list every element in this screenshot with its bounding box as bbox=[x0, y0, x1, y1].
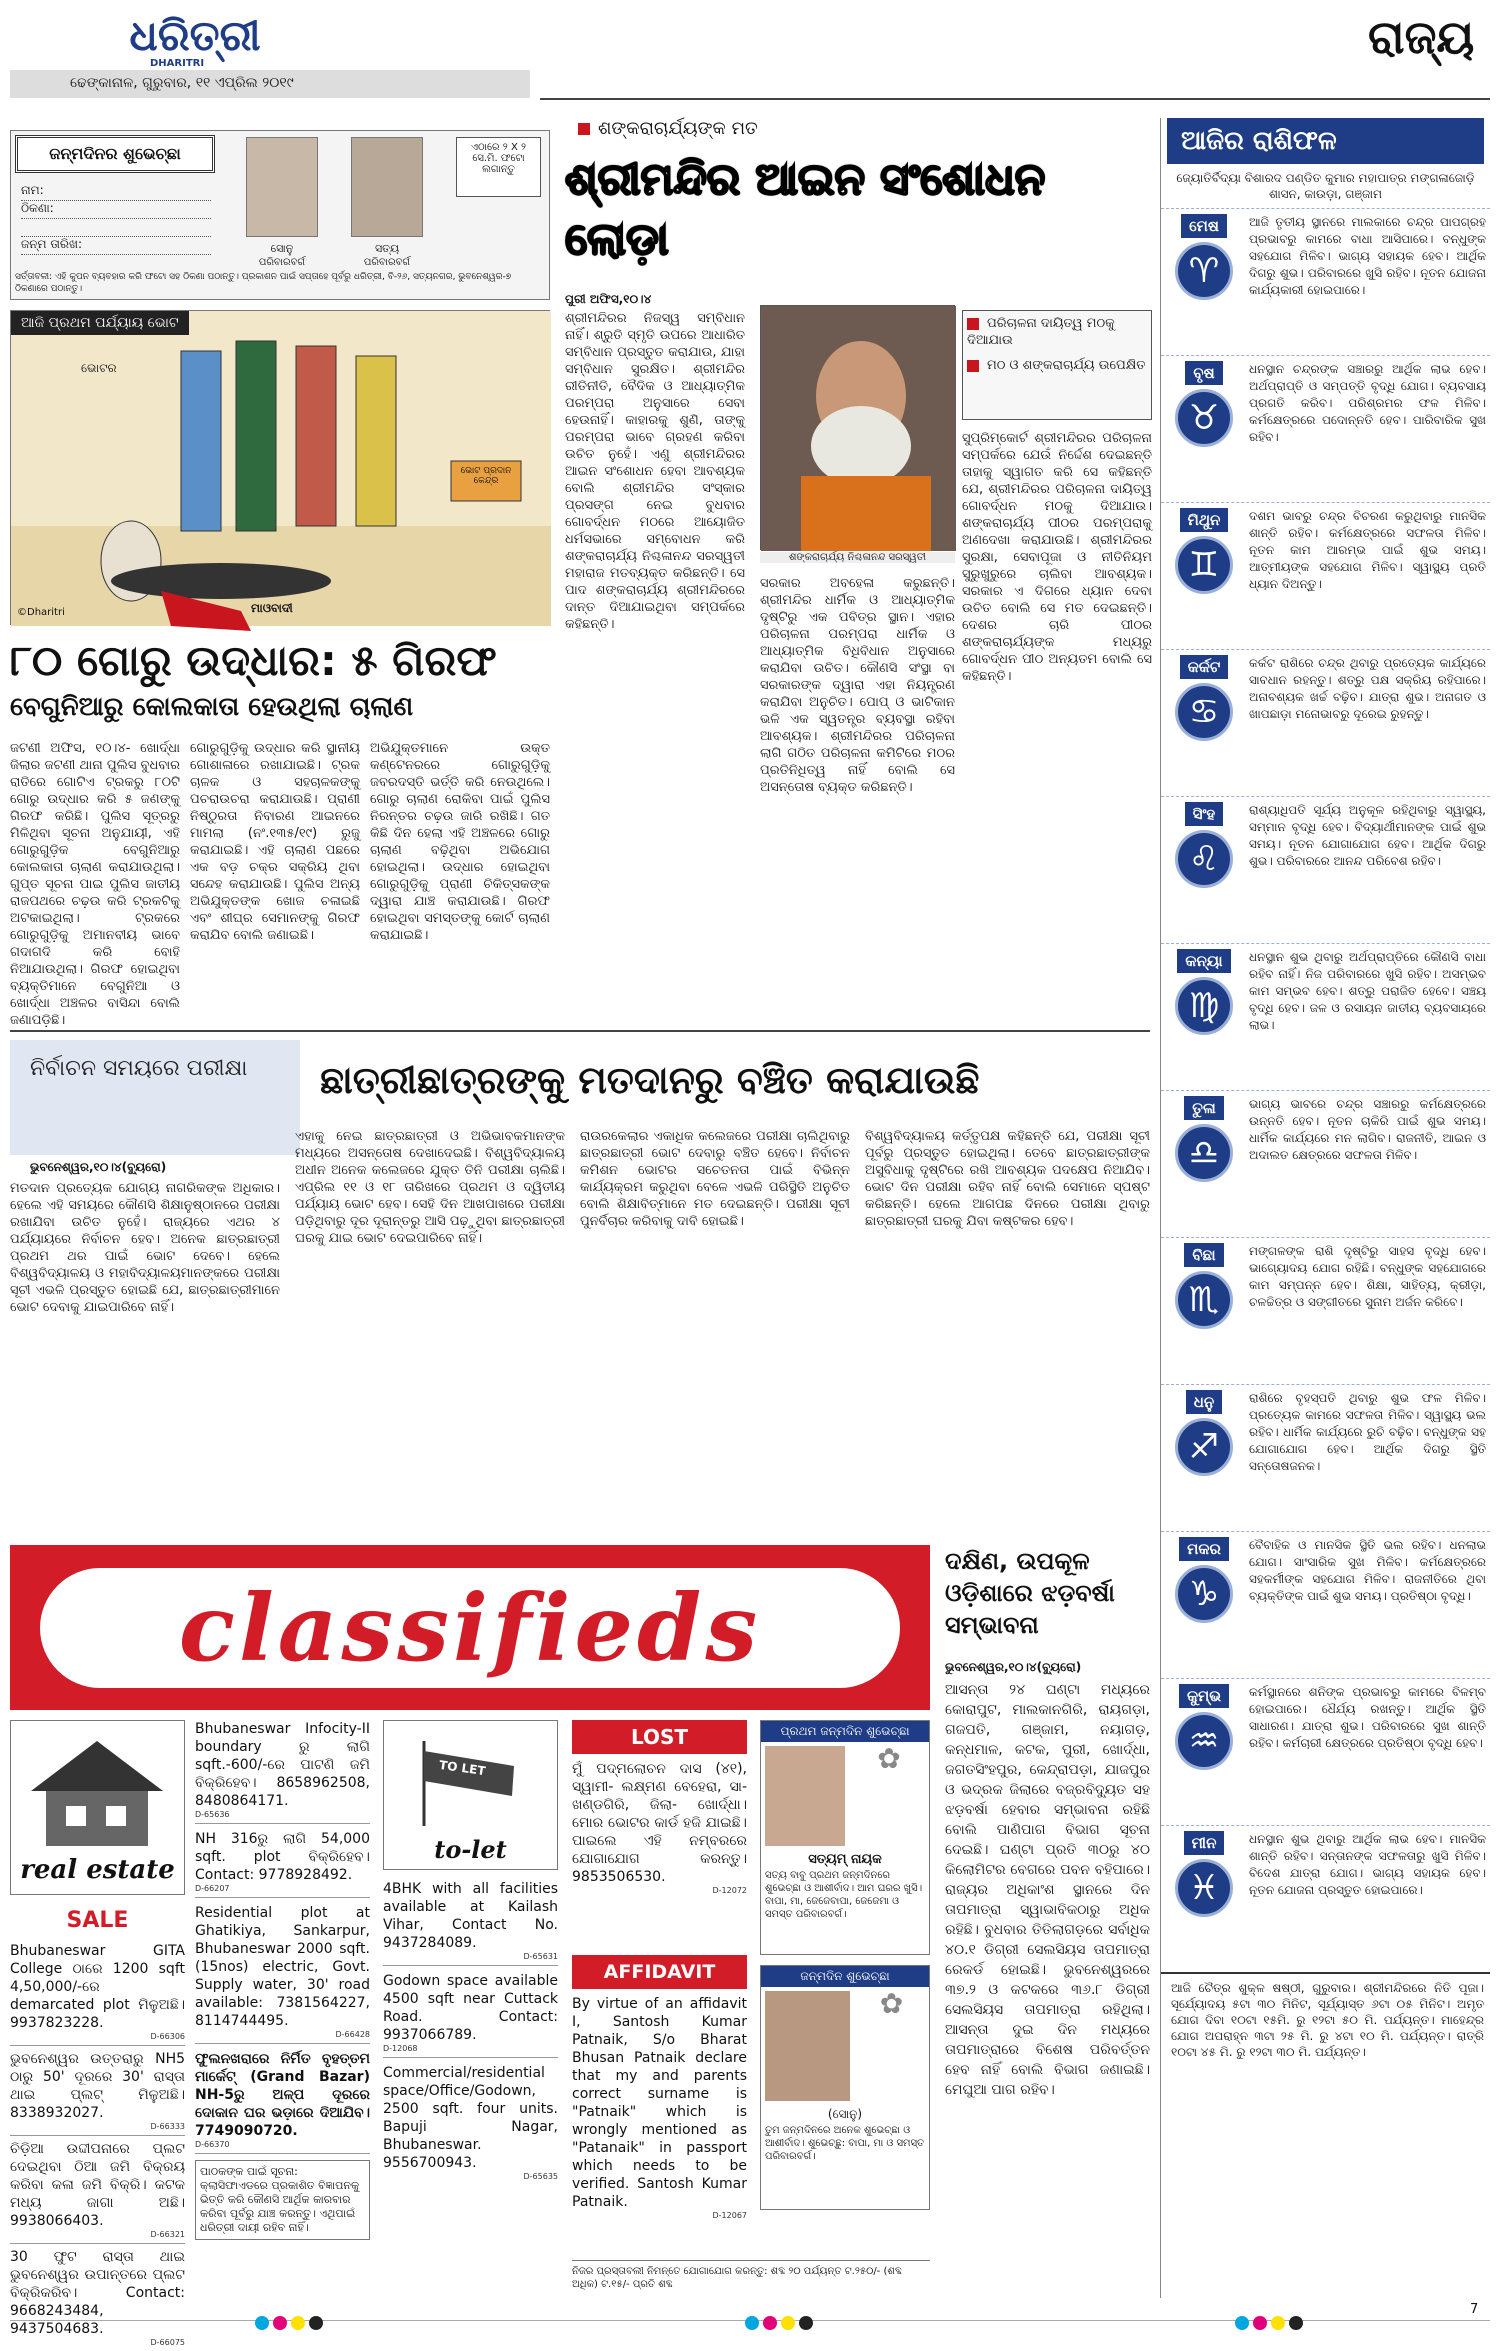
child-photo-2 bbox=[351, 137, 423, 237]
classified-ad[interactable]: ଚିଡ଼ିଆ ଉଦ୍ଦୀପନାରେ ପ୍ଲଟ ଦେଇଥିବା ଠିଆ ଜମି ବିକ୍ରୟ କରିବା କଳା ଜମି ବିକ୍ରି। କଟକ ମଧ୍ୟ ଜାଗା ଅଛି। 9938066403. D-66321 bbox=[10, 2140, 185, 2244]
horoscope-sign bbox=[1161, 1678, 1490, 1825]
classified-ad[interactable]: 4BHK with all facilities available at Kailash Vihar, Contact No. 9437284089. D-65631 bbox=[383, 1880, 558, 1966]
flower-icon: ✿ bbox=[879, 1987, 904, 2020]
birthday-ad-2[interactable] bbox=[760, 1965, 930, 2210]
rain-dateline: ଭୁବନେଶ୍ୱର,୧୦।୪(ବ୍ୟୁରୋ) bbox=[945, 1660, 1082, 1674]
voter-label: ଭୋଟର bbox=[81, 361, 117, 375]
horoscope-sign bbox=[1161, 355, 1490, 502]
sign-name: ବୃଷ bbox=[1185, 361, 1222, 385]
sign-name: ବିଛା bbox=[1184, 1243, 1223, 1267]
horoscope-title: ଆଜିର ରାଶିଫଳ bbox=[1167, 118, 1484, 164]
horoscope-footer: ଆଜି ଚୈତ୍ର ଶୁକ୍ଳ ଷଷ୍ଠୀ, ଗୁରୁବାର। ଶ୍ରୀମନ୍ଦିରରେ ନିତି ପୂଜା। ସୂର୍ଯ୍ୟୋଦୟ ୫ଟା ୩୦ ମିନିଟ, ସୂର୍ଯ୍ୟାସ୍ତ ୬ଟା ୦୫ ମିନିଟ। ଅମୃତ ଯୋଗ ଦିବା ୧୦ଟା ୧୫ମି. ରୁ ୧୨ଟା ୫୦ ମି. ପର୍ଯ୍ୟନ୍ତ। ମାହେନ୍ଦ୍ର ଯୋଗ ଅପରାହ୍ନ ୩ଟା ୨୫ ମି. ରୁ ୪ଟା ୧୦ ମି. ପର୍ଯ୍ୟନ୍ତ। ରାତ୍ରି ୧୦ଟା ୪୫ ମି. ରୁ ୧୨ଟା ୩୦ ମି. ପର୍ଯ୍ୟନ୍ତ। bbox=[1161, 1972, 1490, 2060]
birthday-ad-1-text: ସତ୍ୟ ବାବୁ ପ୍ରଥମ ଜନ୍ମଦିନରେ ଶୁଭେଚ୍ଛା ଓ ଆଶୀର୍ବାଦ। ଆମ ଘରର ଖୁସି। ବାପା, ମା, ଜେଜେବାପା, ଜେଜେମା ଓ ସମସ୍ତ ପରିବାରବର୍ଗ। bbox=[765, 1870, 923, 1920]
horoscope-sign bbox=[1161, 1384, 1490, 1531]
address-field[interactable]: ଠିକଣା: bbox=[21, 201, 211, 219]
name-field[interactable]: ନାମ: bbox=[21, 183, 211, 201]
classified-ad[interactable]: Godown space available 4500 sqft near Cuttack Road. Contact: 9937066789. D-12068 bbox=[383, 1972, 558, 2058]
cattle-column-1: ଜଟଣୀ ଅଫିସ, ୧୦।୪- ଖୋର୍ଦ୍ଧା ଜିଲାର ଜଟଣୀ ଥାନା ପୁଲିସ ବୁଧବାର ରାତିରେ ଗୋଟିଏ ଟ୍ରକରୁ ୮୦ଟି ଗୋରୁ ଉଦ୍ଧାର କରି ୫ ଜଣଙ୍କୁ ଗିରଫ କରିଛି। ପୁଲିସ ସୂତ୍ରରୁ ମିଳିଥିବା ସୂଚନା ଅନୁଯାୟୀ, ଏହି ଗୋରୁଗୁଡ଼ିକ ବେଗୁନିଆରୁ କୋଲକାତା ଚାଲାଣ କରାଯାଉଥିଲା। ଗୁପ୍ତ ସୂଚନା ପାଇ ପୁଲିସ ଜାତୀୟ ରାଜପଥରେ ଚଢ଼ଉ କରି ଟ୍ରକଟିକୁ ଅଟକାଇଥିଲା। ଟ୍ରକରେ ଗୋରୁଗୁଡ଼ିକୁ ଅମାନବୀୟ ଭାବେ ଗଦାଗଦି କରି ବୋହି ନିଆଯାଉଥିଲା। ଗିରଫ ହୋଇଥିବା ବ୍ୟକ୍ତିମାନେ ବେଗୁନିଆ ଓ ଖୋର୍ଦ୍ଧା ଅଞ୍ଚଳର ବାସିନ୍ଦା ବୋଲି ଜଣାପଡ଼ିଛି। bbox=[10, 741, 180, 1028]
sign-text: ରାଶିରେ ବୃହସ୍ପତି ଥିବାରୁ ଶୁଭ ଫଳ ମିଳିବ। ପ୍ରତ୍ୟେକ କାମରେ ସଫଳତା ମିଳିବ। ସ୍ୱାସ୍ଥ୍ୟ ଭଲ ରହିବ। ଧାର୍ମିକ କାର୍ଯ୍ୟରେ ରୁଚି ବଢ଼ିବ। ବନ୍ଧୁଙ୍କ ସହ ଯୋଗାଯୋଗ ହେବ। ଆର୍ଥିକ ଦିଗରୁ ସ୍ଥିତି ସନ୍ତୋଷଜନକ। bbox=[1249, 1391, 1486, 1473]
archer-icon: ♐ bbox=[1175, 1418, 1233, 1476]
horoscope-sign bbox=[1161, 208, 1490, 355]
ads-column-1 bbox=[10, 1942, 185, 2351]
sea-goat-icon: ♑ bbox=[1175, 1565, 1233, 1623]
twins-icon: ♊ bbox=[1175, 536, 1233, 594]
scorpion-icon: ♏ bbox=[1175, 1271, 1233, 1329]
ads-column-3 bbox=[383, 1880, 558, 2315]
horoscope-sign bbox=[1161, 943, 1490, 1090]
sale-label: SALE bbox=[66, 1908, 129, 1933]
logo: ଧରିତ୍ରୀ bbox=[129, 11, 261, 60]
child-family-1: ପରିବାରବର୍ଗ bbox=[258, 257, 306, 268]
classified-ad[interactable]: Bhubaneswar Infocity-II boundary ରୁ ଲାଗି sqft.-600/-ରେ ପାଟଣି ଜମି ବିକ୍ରିହେବ। 8658962508, 8480864171. D-65636 bbox=[195, 1720, 370, 1824]
temple-highlights bbox=[962, 310, 1152, 420]
horoscope-sign bbox=[1161, 1825, 1490, 1972]
crab-icon: ♋ bbox=[1175, 683, 1233, 741]
sign-name: କର୍କଟ bbox=[1180, 655, 1229, 679]
highlight-1: ପରିଚାଳନା ଦାୟିତ୍ୱ ମଠକୁ ଦିଆଯାଉ bbox=[967, 316, 1115, 348]
temple-dateline: ପୁରୀ ଅଫିସ,୧୦।୪ bbox=[565, 292, 652, 306]
photo-placeholder: ଏଠାରେ ୨ X ୨ ସେ.ମି. ଫଟୋ ଲଗାନ୍ତୁ bbox=[456, 137, 541, 197]
to-let-sign-text: TO LET bbox=[438, 1757, 487, 1779]
house-icon bbox=[11, 1721, 184, 1851]
birthday-ad-2-text: ତୁମ ଜନ୍ମଦିନରେ ଅନେକ ଶୁଭେଚ୍ଛା ଓ ଆଶୀର୍ବାଦ। ଶୁଭେଚ୍ଛୁ: ବାପା, ମା ଓ ସମସ୍ତ ପରିବାରବର୍ଗ। bbox=[765, 2125, 925, 2162]
sign-text: ଭାଗ୍ୟ ଭାବରେ ଚନ୍ଦ୍ର ସଞ୍ଚାରରୁ କର୍ମକ୍ଷେତ୍ରରେ ଉନ୍ନତି ହେବ। ନୂତନ ଚାକିରି ପାଇଁ ଶୁଭ ସମୟ। ଧାର୍ମିକ କାର୍ଯ୍ୟରେ ମନ ଲାଗିବ। ରାଜନୀତି, ଆଇନ ଓ ଅଦାଲତ କ୍ଷେତ୍ରରେ ସଫଳତା ମିଳିବ। bbox=[1249, 1097, 1486, 1162]
rates-note: ନିଜର ପ୍ରସ୍ତାବଲୀ ନିମନ୍ତେ ଯୋଗାଯୋଗ କରନ୍ତୁ: ଶବ୍ଦ ୨୦ ପର୍ଯ୍ୟନ୍ତ ଟ.୨୫୦/- (ଶବ୍ଦ ଅଧିକ) ଟ.୧୫/- ପ୍ରତି ଶବ୍ଦ bbox=[572, 2260, 930, 2291]
birthday-coupon bbox=[10, 130, 550, 300]
sign-text: ଦଶମ ଭାବରୁ ଚନ୍ଦ୍ର ବିଚରଣ କରୁଥିବାରୁ ମାନସିକ ଶାନ୍ତି ରହିବ। କର୍ମକ୍ଷେତ୍ରରେ ସଫଳତା ମିଳିବ। ନୂତନ କାମ ଆରମ୍ଭ ପାଇଁ ଶୁଭ ସମୟ। ଆତ୍ମୀୟଙ୍କ ସହଯୋଗ ମିଳିବ। ସ୍ୱାସ୍ଥ୍ୟ ପ୍ରତି ଧ୍ୟାନ ଦିଅନ୍ତୁ। bbox=[1249, 509, 1486, 591]
child-name-2: ସତ୍ୟ bbox=[374, 242, 400, 255]
highlight-2: ମଠ ଓ ଶଙ୍କରାଚାର୍ଯ୍ୟ ଉପେକ୍ଷିତ bbox=[987, 358, 1146, 373]
child-photo bbox=[765, 1746, 845, 1846]
horoscope-sign bbox=[1161, 796, 1490, 943]
dateline: ଢେଙ୍କାନାଳ, ଗୁରୁବାର, ୧୧ ଏପ୍ରିଲ ୨୦୧୯ bbox=[10, 70, 530, 98]
exam-column-3: ରାଉରକେଲାର ଏକାଧିକ କଲେଜରେ ପରୀକ୍ଷା ଚାଲିଥିବାରୁ ଛାତ୍ରଛାତ୍ରୀ ଭୋଟ ଦେବାରୁ ବଞ୍ଚିତ ହେବେ। ନିର୍ବାଚନ କମିଶନ ଭୋଟର ସଚେତନତା ପାଇଁ ବିଭିନ୍ନ କାର୍ଯ୍ୟକ୍ରମ କରୁଥିବା ବେଳେ ଏଭଳି ପରିସ୍ଥିତି ଅନୁଚିତ ବୋଲି ଶିକ୍ଷାବିତ୍‌ମାନେ ମତ ଦେଇଛନ୍ତି। ପରୀକ୍ଷା ସୂଚୀ ପୁନର୍ବିଚାର କରିବାକୁ ଦାବି ହୋଇଛି। bbox=[580, 1129, 850, 1229]
real-estate-label: real estate bbox=[20, 1855, 175, 1885]
sign-name: ମେଷ bbox=[1181, 214, 1227, 238]
cartoon bbox=[10, 310, 550, 625]
sign-text: ଧନସ୍ଥାନ ଚନ୍ଦ୍ରଙ୍କ ସଞ୍ଚାରରୁ ଆର୍ଥିକ ଲାଭ ହେବ। ଅର୍ଥପ୍ରାପ୍ତି ଓ ସମ୍ପତ୍ତି ବୃଦ୍ଧି ଯୋଗ। ବ୍ୟବସାୟ ପ୍ରଗତି କରିବ। ପରିଶ୍ରମର ଫଳ ମିଳିବ। କର୍ମକ୍ଷେତ୍ରରେ ପଦୋନ୍ନତି ହେବ। ପାରିବାରିକ ସୁଖ ରହିବ। bbox=[1249, 362, 1486, 444]
exam-rule bbox=[10, 1030, 1150, 1032]
classified-ad[interactable]: Commercial/residential space/Office/Godown, 2500 sqft. four units. Bapuji Nagar, Bhubaneswar. 9556700943. D-65635 bbox=[383, 2065, 558, 2181]
birthday-ad-1-title: ପ୍ରଥମ ଜନ୍ମଦିନ ଶୁଭେଚ୍ଛା bbox=[761, 1721, 929, 1742]
sign-name: ମୀନ bbox=[1184, 1831, 1225, 1855]
child-family-2: ପରିବାରବର୍ଗ bbox=[363, 257, 411, 268]
horoscope-sign bbox=[1161, 1090, 1490, 1237]
bull-icon: ♉ bbox=[1175, 389, 1233, 447]
shankaracharya-photo bbox=[760, 305, 955, 550]
sign-text: ବୈବାହିକ ଓ ମାନସିକ ସ୍ଥିତି ଭଲ ରହିବ। ଧନଲାଭ ଯୋଗ। ସାଂସାରିକ ସୁଖ ମିଳିବ। କର୍ମକ୍ଷେତ୍ରରେ ସହକର୍ମୀଙ୍କ ସହଯୋଗ ମିଳିବ। ରାଜନୀତିରେ ଥିବା ବ୍ୟକ୍ତିଙ୍କ ପାଇଁ ଶୁଭ ସମୟ। ପ୍ରତିଷ୍ଠା ବୃଦ୍ଧି। bbox=[1249, 1538, 1486, 1603]
registration-marks bbox=[255, 2315, 327, 2334]
lost-heading: LOST bbox=[572, 1720, 747, 1754]
water-bearer-icon: ♒ bbox=[1175, 1712, 1233, 1770]
to-let-logo bbox=[383, 1720, 558, 1870]
exam-kicker: ନିର୍ବାଚନ ସମୟରେ ପରୀକ୍ଷା bbox=[10, 1040, 300, 1155]
portrait-drawing bbox=[761, 306, 956, 551]
registration-marks bbox=[745, 2315, 817, 2334]
ads-column-2 bbox=[195, 1720, 370, 2315]
real-estate-logo bbox=[10, 1720, 185, 1895]
sign-name: ମକର bbox=[1179, 1537, 1229, 1561]
exam-column-2: ଏହାକୁ ନେଇ ଛାତ୍ରଛାତ୍ରୀ ଓ ଅଭିଭାବକମାନଙ୍କ ମଧ୍ୟରେ ଅସନ୍ତୋଷ ଦେଖାଦେଇଛି। ବିଶ୍ୱବିଦ୍ୟାଳୟ ଅଧୀନ ଅନେକ କଲେଜରେ ଯୁକ୍ତ ତିନି ପରୀକ୍ଷା ଚାଲିଛି। ଏପ୍ରିଲ ୧୧ ଓ ୧୮ ତାରିଖରେ ପ୍ରଥମ ଓ ଦ୍ୱିତୀୟ ପର୍ଯ୍ୟାୟ ଭୋଟ ହେବ। ସେହି ଦିନ ଆଖପାଖରେ ପରୀକ୍ଷା ପଡ଼ିଥିବାରୁ ଦୂର ଦୂରାନ୍ତରୁ ଆସି ପଢ଼ୁଥିବା ଛାତ୍ରଛାତ୍ରୀ ଘରକୁ ଯାଇ ଭୋଟ ଦେଇପାରିବେ ନାହିଁ। bbox=[295, 1129, 565, 1246]
birthday-title: ଜନ୍ମଦିନର ଶୁଭେଚ୍ଛା bbox=[15, 135, 215, 173]
rain-headline: ଦକ୍ଷିଣ, ଉପକୂଳ ଓଡ଼ିଶାରେ ଝଡ଼ବର୍ଷା ସମ୍ଭାବନା bbox=[945, 1547, 1115, 1639]
fish-icon: ♓ bbox=[1175, 1859, 1233, 1917]
classifieds-title: classifieds bbox=[40, 1568, 900, 1688]
sign-text: ରାଶ୍ୟାଧିପତି ସୂର୍ଯ୍ୟ ଅନୁକୂଳ ରହିଥିବାରୁ ସ୍ୱାସ୍ଥ୍ୟ, ସମ୍ମାନ ବୃଦ୍ଧି ହେବ। ବିଦ୍ୟାର୍ଥୀମାନଙ୍କ ପାଇଁ ଶୁଭ ସମୟ। ନୂତନ ଯୋଗାଯୋଗ ହେବ। ଆର୍ଥିକ ଦିଗରୁ ଶୁଭ। ପରିବାରରେ ଆନନ୍ଦ ପରିବେଶ ରହିବ। bbox=[1249, 803, 1486, 868]
classified-ad[interactable]: NH 316ରୁ ଲାଗି 54,000 sqft. plot ବିକ୍ରିହେବ। Contact: 9778928492. D-66207 bbox=[195, 1830, 370, 1898]
sign-name: କନ୍ୟା bbox=[1177, 949, 1230, 973]
sign-text: ଧନସ୍ଥାନ ଶୁଭ ଥିବାରୁ ଅର୍ଥପ୍ରାପ୍ତିରେ କୌଣସି ବାଧା ରହିବ ନାହିଁ। ନିଜ ପରିବାରରେ ଖୁସି ରହିବ। ଅସମ୍ଭବ କାମ ସମ୍ଭବ ହେବ। ଶତ୍ରୁ ପରାଜିତ ହେବେ। ସଞ୍ଚୟ ବୃଦ୍ଧି ହେବ। ଜଳ ଓ ରସାୟନ ଜାତୀୟ ବ୍ୟବସାୟରେ ଲାଭ। bbox=[1249, 950, 1486, 1032]
classified-ad[interactable]: ଫୁଲନଖରାରେ ନିର୍ମିତ ବୃହତ୍ତମ ମାର୍କେଟ୍ (Grand Bazar) NH-5ରୁ ଅଳ୍ପ ଦୂରରେ ଦୋକାନ ଘର ଭଡ଼ାରେ ଦିଆଯିବ। 7749090720. D-66370 bbox=[195, 2050, 370, 2154]
cattle-headline: ୮୦ ଗୋରୁ ଉଦ୍ଧାର: ୫ ଗିରଫ bbox=[10, 636, 497, 685]
bullet-icon bbox=[967, 318, 979, 330]
classified-ad[interactable]: Bhubaneswar GITA College ଠାରେ 1200 sqft 4,50,000/-ରେ demarcated plot ମିଳୁଅଛି। 9937823228. D-66306 bbox=[10, 1942, 185, 2046]
sign-text: ଆଜି ତୃତୀୟ ସ୍ଥାନରେ ମାଲକାରେ ଚନ୍ଦ୍ର ପାପଗ୍ରହ ପ୍ରଭାବରୁ କାମରେ ବାଧା ଆସିପାରେ। ବନ୍ଧୁଙ୍କ ସହଯୋଗ ମିଳିବ। ଭାଗ୍ୟ ସହାୟକ ହେବ। ଆର୍ଥିକ ଦିଗରୁ ଶୁଭ। ପରିବାରରେ ଖୁସି ରହିବ। ନୂତନ ଯୋଜନା କାର୍ଯ୍ୟକାରୀ ହୋଇପାରେ। bbox=[1249, 215, 1486, 297]
horoscope-sign bbox=[1161, 502, 1490, 649]
cartoon-credit: ©Dharitri bbox=[17, 607, 65, 618]
birthdate-field[interactable]: ଜନ୍ମ ତାରିଖ: bbox=[21, 237, 211, 255]
affidavit-ad[interactable]: By virtue of an affidavit I, Santosh Kumar Patnaik, S/o Bharat Bhusan Patnaik declare that my and parents correct surname is "Patnaik" which is wrongly mentioned as "Patanaik" in passport which needs to be verified. Santosh Kumar Patnaik. D-12067 bbox=[572, 1996, 747, 2220]
birthday-ad-2-name: (ସୋନୁ) bbox=[827, 2107, 863, 2121]
horoscope-sign bbox=[1161, 1237, 1490, 1384]
bullet-icon bbox=[578, 123, 590, 135]
temple-column-3: ସୁପ୍ରିମ୍‌କୋର୍ଟ ଶ୍ରୀମନ୍ଦିରର ପରିଚାଳନା ସମ୍ପର୍କରେ ଯେଉଁ ନିର୍ଦ୍ଦେଶ ଦେଇଛନ୍ତି ତାହାକୁ ସ୍ୱାଗତ କରି ସେ କହିଛନ୍ତି ଯେ, ଶ୍ରୀମନ୍ଦିରର ପରିଚାଳନା ଦାୟିତ୍ୱ ଗୋବର୍ଦ୍ଧନ ମଠକୁ ଦିଆଯାଉ। ଶଙ୍କରାଚାର୍ଯ୍ୟ ପୀଠର ପରମ୍ପରାକୁ ଅଣଦେଖା କରାଯାଉଛି। ଶ୍ରୀମନ୍ଦିରର ସୁରକ୍ଷା, ସେବାପୂଜା ଓ ନୀତିନିୟମ ସୁରୁଖୁରୁରେ ଚାଲିବା ଆବଶ୍ୟକ। ସରକାର ଏ ଦିଗରେ ଧ୍ୟାନ ଦେବା ଉଚିତ ବୋଲି ସେ ମତ ଦେଇଛନ୍ତି। ଦେଶର ଚାରି ପୀଠର ଶଙ୍କରାଚାର୍ଯ୍ୟଙ୍କ ମଧ୍ୟରୁ ଗୋବର୍ଦ୍ଧନ ପୀଠ ଅନ୍ୟତମ ବୋଲି ସେ କହିଛନ୍ତି। bbox=[962, 431, 1152, 684]
horoscope-sign bbox=[1161, 1531, 1490, 1678]
classified-ad[interactable]: 30 ଫୁଟ ରାସ୍ତା ଥାଇ ଭୁବନେଶ୍ୱର ଉପାନ୍ତରେ ପ୍ଲଟ ବିକ୍ରିକରିବ। Contact: 9668243484, 9437504683. D-66075 bbox=[10, 2249, 185, 2347]
cartoon-title: ଆଜି ପ୍ରଥମ ପର୍ଯ୍ୟାୟ ଭୋଟ bbox=[11, 311, 189, 335]
sign-name: ମିଥୁନ bbox=[1180, 508, 1229, 532]
temple-column-1: ଶ୍ରୀମନ୍ଦିରର ନିଜସ୍ୱ ସମ୍ବିଧାନ ନାହିଁ। ଶ୍ରୁତି ସ୍ମୃତି ଉପରେ ଆଧାରିତ ସମ୍ବିଧାନ ପ୍ରସ୍ତୁତ କରାଯାଉ, ଯାହା ସମ୍ବିଧାନ ସୁରକ୍ଷିତ। ଶ୍ରୀମନ୍ଦିର ରୀତିନୀତି, ବୈଦିକ ଓ ଆଧ୍ୟାତ୍ମିକ ପରମ୍ପରା ଅନୁସାରେ ସେବା ହେଉନାହିଁ। କାହାରକୁ ଶୁଣି, ତାଙ୍କୁ ପରମ୍ପରା ଭାବେ ଗ୍ରହଣ କରିବା ଉଚିତ ନୁହେଁ। ଏଣୁ ଶ୍ରୀମନ୍ଦିରର ଆଇନ ସଂଶୋଧନ ହେବା ଆବଶ୍ୟକ ବୋଲି ଶ୍ରୀମନ୍ଦିର ସଂସ୍କାର ପ୍ରସଙ୍ଗ ନେଇ ବୁଧବାର ଗୋବର୍ଦ୍ଧନ ମଠରେ ଆୟୋଜିତ ଧର୍ମସଭାରେ ସମ୍ବୋଧନ କରି ଶଙ୍କରାଚାର୍ଯ୍ୟ ନିଶ୍ଚଳାନନ୍ଦ ସରସ୍ୱତୀ ମହାରାଜ ମତବ୍ୟକ୍ତ କରିଛନ୍ତି। ସେ ପାଦ ଶଙ୍କରାଚାର୍ଯ୍ୟ ଶ୍ରୀମନ୍ଦିରରେ ଦାନ୍ତ ଦିଆଯାଇଥିବା ସମ୍ପର୍କରେ କହିଛନ୍ତି। bbox=[565, 311, 745, 632]
exam-column-4: ବିଶ୍ୱବିଦ୍ୟାଳୟ କର୍ତ୍ତୃପକ୍ଷ କହିଛନ୍ତି ଯେ, ପରୀକ୍ଷା ସୂଚୀ ପୂର୍ବରୁ ପ୍ରସ୍ତୁତ ହୋଇଥିଲା। ତେବେ ଛାତ୍ରଛାତ୍ରୀଙ୍କ ଅସୁବିଧାକୁ ଦୃଷ୍ଟିରେ ରଖି ଆବଶ୍ୟକ ପଦକ୍ଷେପ ନିଆଯିବ। ଭୋଟ ଦିନ ପରୀକ୍ଷା ରହିବ ନାହିଁ ବୋଲି ସେମାନେ ସ୍ପଷ୍ଟ କରିଛନ୍ତି। ହେଲେ ଆଗପଛ ଦିନରେ ପରୀକ୍ଷା ଥିବାରୁ ଛାତ୍ରଛାତ୍ରୀ ଘରକୁ ଯିବା କଷ୍ଟକର ହେବ। bbox=[865, 1129, 1150, 1229]
coupon-terms: ସର୍ତ୍ତାବଳୀ: ଏହି କୁପନ ବ୍ୟବହାର କରି ଫଟୋ ସହ ଠିକଣା ପଠାନ୍ତୁ। ପ୍ରକାଶନ ପାଇଁ ସପ୍ତାହେ ପୂର୍ବରୁ ଧରିତ୍ରୀ, ବି-୨୬, ସତ୍ୟନଗର, ଭୁବନେଶ୍ୱର-୭ ଠିକଣାରେ ପଠାନ୍ତୁ। bbox=[15, 272, 512, 294]
sign-name: ଧନୁ bbox=[1186, 1390, 1223, 1414]
ram-icon: ♈ bbox=[1175, 242, 1233, 300]
birthday-ad-1-name: ସତ୍ୟମ୍ ନାୟକ bbox=[808, 1852, 882, 1867]
to-let-label: to-let bbox=[434, 1835, 507, 1864]
masthead bbox=[0, 0, 1500, 105]
horoscope-sign bbox=[1161, 649, 1490, 796]
sign-text: କର୍କଟ ରାଶିରେ ଚନ୍ଦ୍ର ଥିବାରୁ ପ୍ରତ୍ୟେକ କାର୍ଯ୍ୟରେ ସାବଧାନ ରହନ୍ତୁ। ଶତ୍ରୁ ପକ୍ଷ ସକ୍ରିୟ ରହିପାରେ। ଅନାବଶ୍ୟକ ଖର୍ଚ୍ଚ ବଢ଼ିବ। ଯାତ୍ରା ଶୁଭ। ଅନାଗତ ଓ ଖାପଛାଡ଼ା ମନୋଭାବରୁ ଦୂରେଇ ରୁହନ୍ତୁ। bbox=[1249, 656, 1486, 721]
cattle-column-2: ଗୋରୁଗୁଡ଼ିକୁ ଉଦ୍ଧାର କରି ସ୍ଥାନୀୟ ଗୋଶାଳାରେ ରଖାଯାଇଛି। ଟ୍ରକ ଚାଳକ ଓ ସହଚାଳକଙ୍କୁ ପଚରାଉଚରା କରାଯାଉଛି। ପ୍ରାଣୀ ନିଷ୍ଠୁରତା ନିବାରଣ ଆଇନରେ ମାମଲା (ନଂ.୧୩୫/୧୯) ରୁଜୁ କରାଯାଇଛି। ଏହି ଚାଲାଣ ପଛରେ ଏକ ବଡ଼ ଚକ୍ର ସକ୍ରିୟ ଥିବା ସନ୍ଦେହ କରାଯାଉଛି। ପୁଲିସ ଅନ୍ୟ ଅଭିଯୁକ୍ତଙ୍କ ଖୋଜ ଚଳାଇଛି ଏବଂ ଶୀଘ୍ର ସେମାନଙ୍କୁ ଗିରଫ କରାଯିବ ବୋଲି ଜଣାଇଛି। bbox=[190, 741, 360, 943]
temple-headline: ଶ୍ରୀମନ୍ଦିର ଆଇନ ସଂଶୋଧନ ଲୋଡ଼ା bbox=[565, 154, 1046, 265]
temple-column-2: ସରକାର ଅବହେଳା କରୁଛନ୍ତି। ଶ୍ରୀମନ୍ଦିର ଧାର୍ମିକ ଓ ଆଧ୍ୟାତ୍ମିକ ଦୃଷ୍ଟିରୁ ଏକ ପବିତ୍ର ସ୍ଥାନ। ଏହାର ପରିଚାଳନା ପରମ୍ପରା ଧାର୍ମିକ ଓ ଆଧ୍ୟାତ୍ମିକ ବିଧିବିଧାନ ଅନୁସାରେ କରାଯିବା ଉଚିତ। କୌଣସି ସଂସ୍ଥା ବା ସରକାରଙ୍କ ଦ୍ୱାରା ଏହା ନିୟନ୍ତ୍ରଣ କରାଯିବା ଅନୁଚିତ। ପୋପ୍ ଓ ଭାଟିକାନ ଭଳି ଏକ ସ୍ୱତନ୍ତ୍ର ବ୍ୟବସ୍ଥା ରହିବା ଆବଶ୍ୟକ। ଶ୍ରୀମନ୍ଦିରର ପରିଚାଳନା ଲାଗି ଗଠିତ ପରିଚାଳନା କମିଟିରେ ମଠର ପ୍ରତିନିଧିତ୍ୱ ନାହିଁ ବୋଲି ସେ ଅସନ୍ତୋଷ ବ୍ୟକ୍ତ କରିଛନ୍ତି। bbox=[760, 576, 955, 795]
sign-text: କର୍ମସ୍ଥାନରେ ଶନିଙ୍କ ପ୍ରଭାବରୁ କାମରେ ବିଳମ୍ବ ହୋଇପାରେ। ଧୈର୍ଯ୍ୟ ରଖନ୍ତୁ। ଆର୍ଥିକ ସ୍ଥିତି ସାଧାରଣ। ଯାତ୍ରା ଶୁଭ। ପରିବାରରେ ସୁଖ ଶାନ୍ତି ରହିବ। କର୍ମଚାରୀ କ୍ଷେତ୍ରରେ ପ୍ରତିଷ୍ଠା ବୃଦ୍ଧି ହେବ। bbox=[1249, 1685, 1486, 1750]
maiden-icon: ♍ bbox=[1175, 977, 1233, 1035]
bullet-icon bbox=[967, 360, 979, 372]
reader-notice: ପାଠକଙ୍କ ପାଇଁ ସୂଚନା: କ୍ଲାସିଫାଏଡରେ ପ୍ରକାଶିତ ବିଜ୍ଞାପନକୁ ଭିତ୍ତି କରି କୌଣସି ଆର୍ଥିକ କାରବାର କରିବା ପୂର୍ବରୁ ଯାଞ୍ଚ କରନ୍ତୁ। ଏଥିପାଇଁ ଧରିତ୍ରୀ ଦାୟୀ ରହିବ ନାହିଁ। bbox=[195, 2160, 370, 2240]
exam-headline: ଛାତ୍ରୀଛାତ୍ରଙ୍କୁ ମତଦାନରୁ ବଞ୍ଚିତ କରାଯାଉଛି bbox=[320, 1058, 980, 1102]
child-photo-1 bbox=[246, 137, 318, 237]
logo-subtitle: DHARITRI bbox=[150, 58, 205, 69]
sign-name: ତୁଳା bbox=[1184, 1096, 1223, 1120]
child-name-1: ସୋନୁ bbox=[270, 242, 294, 255]
booth-sign: ଭୋଟ ପ୍ରଦାନ କେନ୍ଦ୍ର bbox=[460, 466, 512, 486]
sign-text: ଧନସ୍ଥାନ ଶୁଭ ଥିବାରୁ ଆର୍ଥିକ ଲାଭ ହେବ। ମାନସିକ ଶାନ୍ତି ରହିବ। ସନ୍ତାନଙ୍କ ସଫଳତାରୁ ଖୁସି ମିଳିବ। ବିଦେଶ ଯାତ୍ରା ଯୋଗ। ଭାଗ୍ୟ ସହାୟକ ହେବ। ନୂତନ ଯୋଜନା ପ୍ରସ୍ତୁତ ହୋଇପାରେ। bbox=[1249, 1832, 1486, 1897]
classified-ad[interactable]: ଭୁବନେଶ୍ୱର ଉତ୍ତରାରୁ NH5 ଠାରୁ 50' ଦୂରରେ 30' ରାସ୍ତା ଥାଇ ପ୍ଲଟ୍ ମିଳୁଅଛି। 8338932027. D-66333 bbox=[10, 2050, 185, 2136]
horoscope-list bbox=[1161, 208, 1490, 1972]
sign-name: କୁମ୍ଭ bbox=[1179, 1684, 1229, 1708]
temple-kicker: ଶଙ୍କରାଚାର୍ଯ୍ୟଙ୍କ ମତ bbox=[578, 118, 758, 139]
registration-marks bbox=[1235, 2315, 1307, 2334]
birthday-ad-1[interactable] bbox=[760, 1720, 930, 1955]
maoist-label: ମାଓବାଦୀ bbox=[251, 601, 293, 615]
horoscope-panel bbox=[1160, 118, 1490, 2298]
affidavit-heading: AFFIDAVIT bbox=[572, 1955, 747, 1989]
lost-ad[interactable]: ମୁଁ ପଦ୍ମଲୋଚନ ଦାସ (୪୧), ସ୍ୱାମୀ- ଲକ୍ଷ୍ମଣ ବେହେରା, ସା- ଖଣ୍ଡଗିରି, ଜିଲା- ଖୋର୍ଦ୍ଧା। ମୋର ଭୋଟର କାର୍ଡ ହଜି ଯାଇଛି। ପାଇଲେ ଏହି ନମ୍ବରରେ ଯୋଗାଯୋଗ କରନ୍ତୁ। 9853506530. D-12072 bbox=[572, 1761, 747, 1895]
child-photo bbox=[765, 1991, 850, 2101]
photo-caption: ଶଙ୍କରାଚାର୍ଯ୍ୟ ନିଶ୍ଚଳାନନ୍ଦ ସରସ୍ୱତୀ bbox=[760, 552, 955, 563]
exam-dateline: ଭୁବନେଶ୍ୱର,୧୦।୪(ବ୍ୟୁରୋ) bbox=[30, 1160, 167, 1174]
birthday-fields bbox=[21, 183, 211, 255]
classifieds-banner bbox=[10, 1545, 930, 1710]
section-title: ରାଜ୍ୟ bbox=[1368, 10, 1475, 64]
lion-icon: ♌ bbox=[1175, 830, 1233, 888]
cattle-subhead: ବେଗୁନିଆରୁ କୋଲକାତା ହେଉଥିଲା ଚାଲାଣ bbox=[10, 692, 414, 722]
classified-ad[interactable]: Residential plot at Ghatikiya, Sankarpur, Bhubaneswar 2000 sqft. (15nos) electric, Govt. Supply water, 30' road available: 7381564227, 8114744495. D-66428 bbox=[195, 1904, 370, 2044]
cattle-column-3: ଅଭିଯୁକ୍ତମାନେ ଉକ୍ତ କଣ୍ଟେନରରେ ଗୋରୁଗୁଡ଼ିକୁ ଜବରଦସ୍ତି ଭର୍ତ୍ତି କରି ନେଉଥିଲେ। ଗୋରୁ ଚାଲାଣ ରୋକିବା ପାଇଁ ପୁଲିସ ନିରନ୍ତର ଚଢ଼ଉ ଜାରି ରଖିଛି। ଗତ କିଛି ଦିନ ହେଲା ଏହି ଅଞ୍ଚଳରେ ଗୋରୁ ଚାଲାଣ ବଢ଼ିଥିବା ଅଭିଯୋଗ ହୋଇଥିଲା। ଉଦ୍ଧାର ହୋଇଥିବା ଗୋରୁଗୁଡ଼ିକୁ ପ୍ରାଣୀ ଚିକିତ୍ସକଙ୍କ ଦ୍ୱାରା ଯାଞ୍ଚ କରାଯାଉଛି। ଗିରଫ ହୋଇଥିବା ସମସ୍ତଙ୍କୁ କୋର୍ଟ ଚାଲାଣ କରାଯାଇଛି। bbox=[370, 741, 550, 943]
page-number: 7 bbox=[1470, 2302, 1479, 2317]
exam-column-1: ମତଦାନ ପ୍ରତ୍ୟେକ ଯୋଗ୍ୟ ନାଗରିକଙ୍କ ଅଧିକାର। ହେଲେ ଏହି ସମୟରେ କୌଣସି ଶିକ୍ଷାନୁଷ୍ଠାନରେ ପରୀକ୍ଷା ରଖାଯିବା ଉଚିତ ନୁହେଁ। ରାଜ୍ୟରେ ଏଥର ୪ ପର୍ଯ୍ୟାୟରେ ନିର୍ବାଚନ ହେବ। ଅନେକ ଛାତ୍ରଛାତ୍ରୀ ପ୍ରଥମ ଥର ପାଇଁ ଭୋଟ ଦେବେ। ହେଲେ ବିଶ୍ୱବିଦ୍ୟାଳୟ ଓ ମହାବିଦ୍ୟାଳୟମାନଙ୍କରେ ପରୀକ୍ଷା ସୂଚୀ ଏଭଳି ପ୍ରସ୍ତୁତ ହୋଇଛି ଯେ, ଛାତ୍ରଛାତ୍ରୀମାନେ ଭୋଟ ଦେବାକୁ ଯାଇପାରିବେ ନାହିଁ। bbox=[10, 1181, 280, 1315]
header-rule bbox=[540, 98, 1490, 100]
sign-text: ମଙ୍ଗଳଙ୍କ ରାଶି ଦୃଷ୍ଟିରୁ ସାହସ ବୃଦ୍ଧି ହେବ। ଭାଗ୍ୟୋଦୟ ଯୋଗ ରହିଛି। ବନ୍ଧୁଙ୍କ ସହଯୋଗରେ କାମ ସମ୍ପନ୍ନ ହେବ। ଶିକ୍ଷା, ସାହିତ୍ୟ, କ୍ରୀଡ଼ା, ଚଳଚ୍ଚିତ୍ର ଓ ସଙ୍ଗୀତରେ ସୁନାମ ଅର୍ଜନ କରିବେ। bbox=[1249, 1244, 1486, 1309]
scales-icon: ♎ bbox=[1175, 1124, 1233, 1182]
rain-body: ଆସନ୍ତା ୨୪ ଘଣ୍ଟା ମଧ୍ୟରେ କୋରାପୁଟ, ମାଲକାନଗିରି, ରାୟଗଡ଼ା, ଗଜପତି, ଗଞ୍ଜାମ, ନୟାଗଡ଼, କନ୍ଧମାଳ, କଟକ, ପୁରୀ, ଖୋର୍ଦ୍ଧା, ଜଗତସିଂହପୁର, କେନ୍ଦ୍ରାପଡ଼ା, ଯାଜପୁର ଓ ଭଦ୍ରକ ଜିଲାରେ ବଜ୍ରବିଦ୍ୟୁତ ସହ ଝଡ଼ବର୍ଷା ହେବାର ସମ୍ଭାବନା ରହିଛି ବୋଲି ପାଣିପାଗ ବିଭାଗ ସୂଚନା ଦେଇଛି। ଘଣ୍ଟା ପ୍ରତି ୩୦ରୁ ୪୦ କିଲୋମିଟର ବେଗରେ ପବନ ବହିପାରେ। ରାଜ୍ୟର ଅଧିକାଂଶ ସ୍ଥାନରେ ଦିନ ତାପମାତ୍ରା ସ୍ୱାଭାବିକଠାରୁ ଅଧିକ ରହିଛି। ବୁଧବାର ତିତିଲାଗଡ଼ରେ ସର୍ବାଧିକ ୪୦.୧ ଡିଗ୍ରୀ ସେଲସିୟସ ତାପମାତ୍ରା ରେକର୍ଡ ହୋଇଛି। ଭୁବନେଶ୍ୱରରେ ୩୭.୨ ଓ କଟକରେ ୩୬.୮ ଡିଗ୍ରୀ ସେଲସିୟସ ତାପମାତ୍ରା ରହିଥିଲା। ଆସନ୍ତା ଦୁଇ ଦିନ ମଧ୍ୟରେ ତାପମାତ୍ରାରେ ବିଶେଷ ପରିବର୍ତ୍ତନ ହେବ ନାହିଁ ବୋଲି ବିଭାଗ ଜଣାଇଛି। ମେଘୁଆ ପାଗ ରହିବ। bbox=[945, 1682, 1150, 2098]
flower-icon: ✿ bbox=[877, 1742, 901, 1775]
birthday-ad-2-title: ଜନ୍ମଦିନ ଶୁଭେଚ୍ଛା bbox=[761, 1966, 929, 1987]
horoscope-byline: ଜ୍ୟୋତିର୍ବିଦ୍ୟା ବିଶାରଦ ପଣ୍ଡିତ କୁମାର ମହାପାତ୍ର ମଙ୍ଗଳାଜୋଡ଼ି ଶାସନ, କାଉଡ଼ା, ଗଞ୍ଜାମ bbox=[1176, 171, 1475, 201]
sign-name: ସିଂହ bbox=[1185, 802, 1223, 826]
